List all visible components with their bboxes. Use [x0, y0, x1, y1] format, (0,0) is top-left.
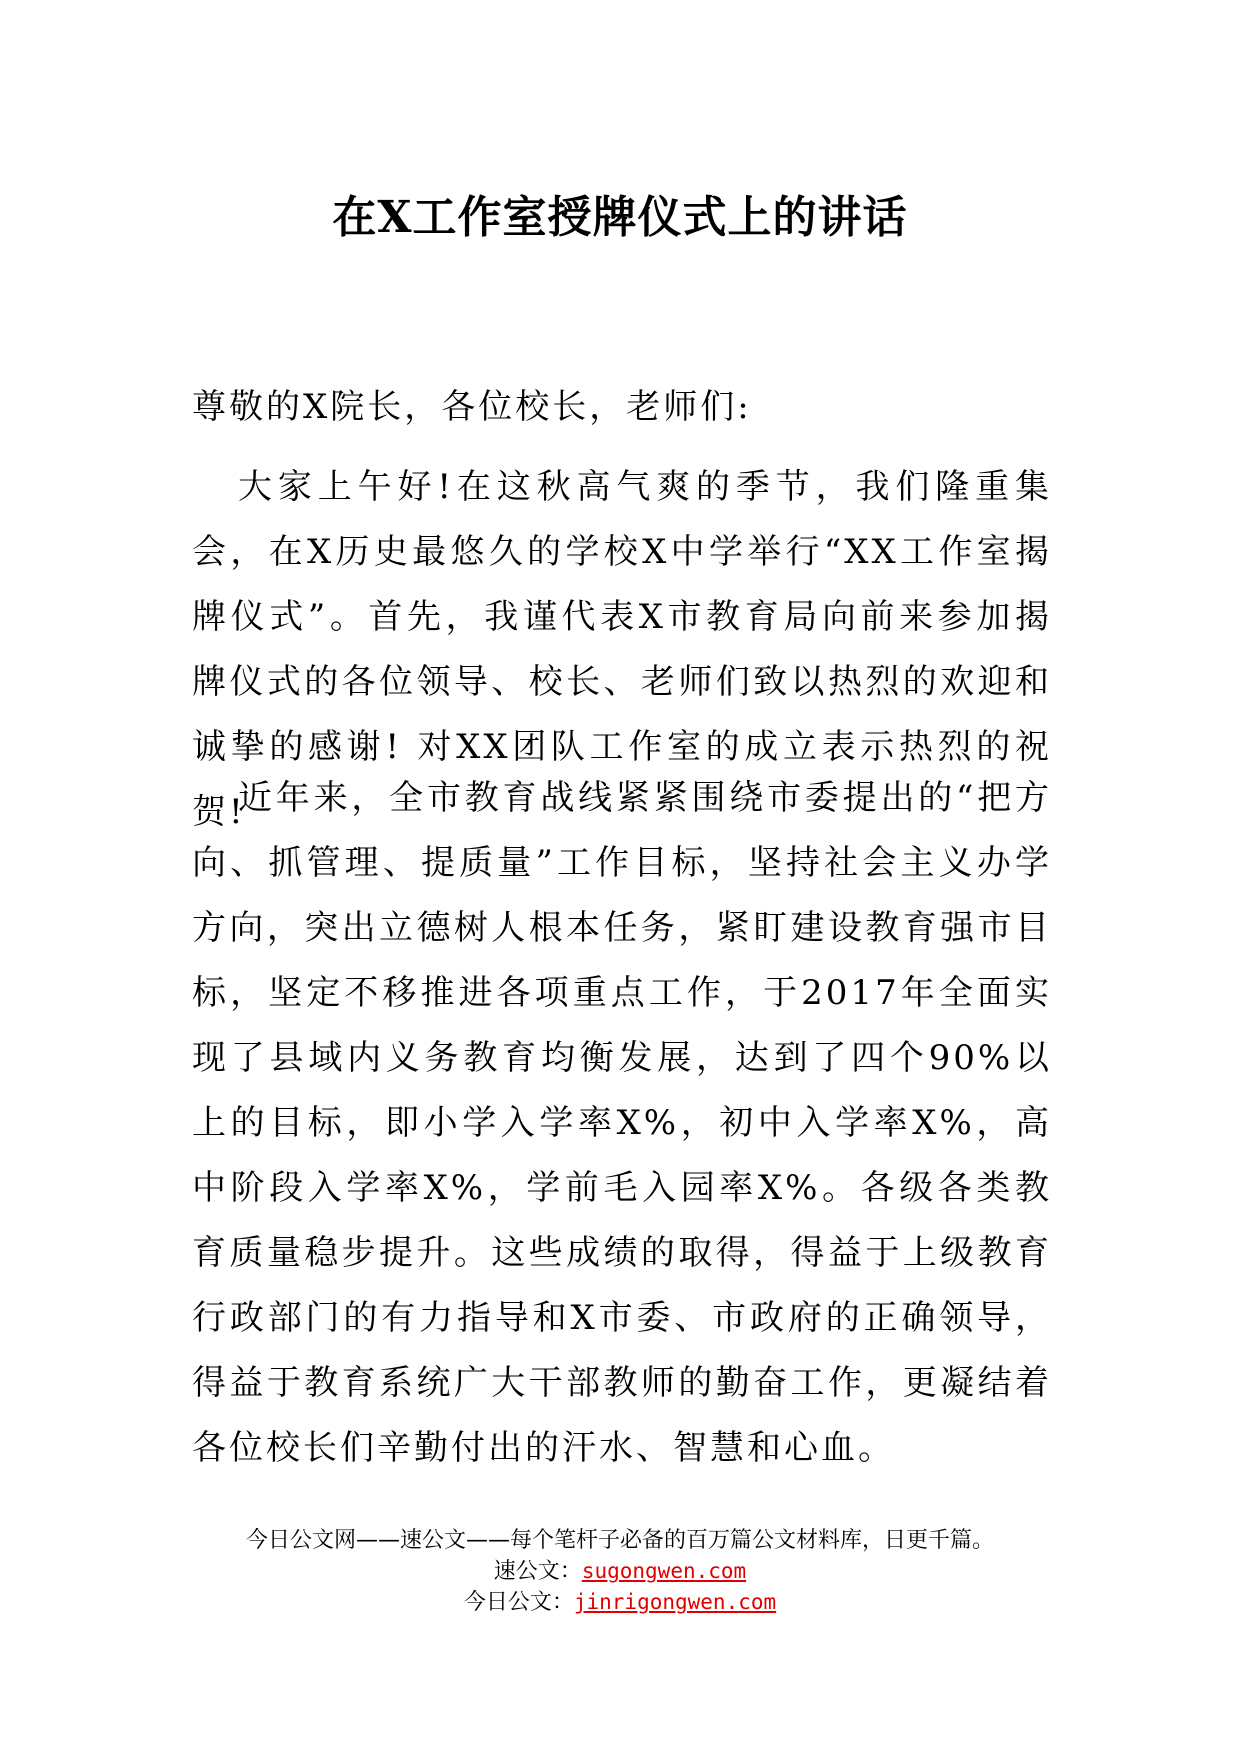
footer-tagline: 今日公文网——速公文——每个笔杆子必备的百万篇公文材料库，日更千篇。 — [245, 1528, 994, 1553]
paragraph-2: 近年来，全市教育战线紧紧围绕市委提出的“把方向、抓管理、提质量”工作目标，坚持社会主义办学方向，突出立德树人根本任务，紧盯建设教育强市目标，坚定不移推进各项重点工作，于2017年全面实现了县域内义务教育均衡发展，达到了四个90%以上的目标，即小学入学率X%，初中入学率X%，高中阶段入学率X%，学前毛入园率X%。各级各类教育质量稳步提升。这些成绩的取得，得益于上级教育行政部门的有力指导和X市委、市政府的正确领导，得益于教育系统广大干部教师的勤奋工作，更凝结着各位校长们辛勤付出的汗水、智慧和心血。 — [192, 778, 1052, 1468]
salutation: 尊敬的X院长，各位校长，老师们: — [192, 387, 752, 427]
footer-jinri-line — [0, 1587, 1240, 1618]
sugong-label: 速公文： — [493, 1559, 582, 1584]
document-title: 在X工作室授牌仪式上的讲话 — [332, 192, 908, 243]
footer — [0, 1526, 1240, 1618]
paragraph-1: 大家上午好!在这秋高气爽的季节，我们隆重集会，在X历史最悠久的学校X中学举行“XX工作室揭牌仪式”。首先，我谨代表X市教育局向前来参加揭牌仪式的各位领导、校长、老师们致以热烈的欢迎和诚挚的感谢! 对XX团队工作室的成立表示热烈的祝贺! — [192, 467, 1052, 832]
jinri-link[interactable]: jinrigongwen.com — [573, 1590, 777, 1614]
jinri-label: 今日公文： — [463, 1590, 574, 1615]
sugong-link[interactable]: sugongwen.com — [581, 1559, 747, 1583]
footer-sugong-line — [0, 1556, 1240, 1587]
